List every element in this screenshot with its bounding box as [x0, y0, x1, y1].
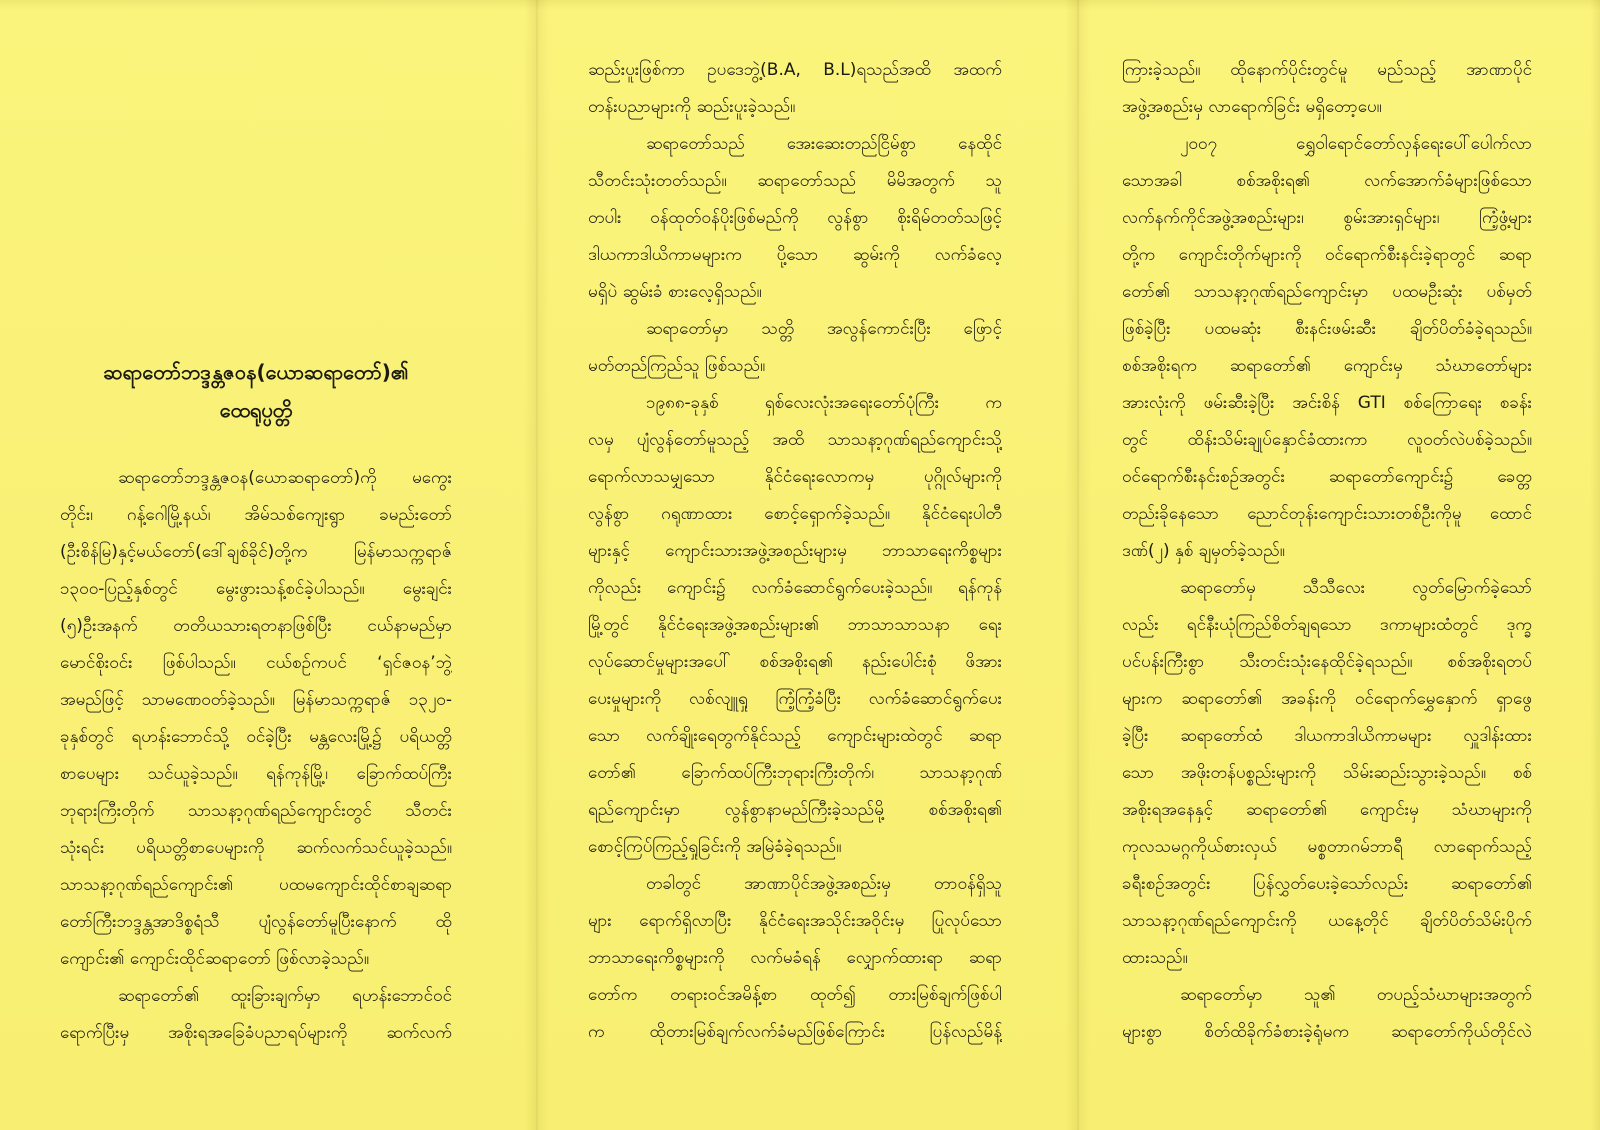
fold-crease-left [524, 0, 550, 1130]
text-line: တပါး ဝန်ထုတ်ဝန်ပိုးဖြစ်မည်ကို လွန်စွာ စိုးရိမ်တတ်သဖြင့် [588, 208, 1002, 228]
text-line: မရှိပဲ ဆွမ်းခံ စားလေ့ရှိသည်။ [588, 282, 762, 302]
text-line: ဖြစ်ခဲ့ပြီး ပထမဆုံး စီးနင်းဖမ်းဆီး ချိတ်ပိတ်ခံခဲ့ရသည်။ [1122, 319, 1532, 339]
text-line: ဒဏ်(၂) နှစ် ချမှတ်ခဲ့သည်။ [1122, 541, 1285, 561]
title-line: ထေရုပ္ပတ္တိ [219, 398, 293, 422]
text-line: ဒါယကာဒါယိကာမများက ပို့သော ဆွမ်းကို လက်ခံလေ့ [588, 245, 1002, 265]
text-line: များစွာ စိတ်ထိခိုက်ခံစားခဲ့ရုံမက ဆရာတော်ကိုယ်တိုင်လဲ [1122, 1022, 1532, 1042]
text-line: (၅)ဦးအနက် တတိယသားရတနာဖြစ်ပြီး ငယ်နာမည်မှာ [60, 616, 452, 636]
text-line: ကုလသမဂ္ဂကိုယ်စားလှယ် မစ္စတာဂမ်ဘာရီ လာရောက်သည့် [1122, 837, 1532, 857]
text-line: ခရီးစဉ်အတွင်း ပြန်လွှတ်ပေးခဲ့သော်လည်း ဆရာတော်၏ [1122, 874, 1532, 894]
text-line: သုံးရင်း ပရိယတ္တိစာပေများကို ဆက်လက်သင်ယူခဲ့သည်။ [60, 838, 452, 858]
right-panel-text [1122, 52, 1532, 1051]
text-line: သော အဖိုးတန်ပစ္စည်းများကို သိမ်းဆည်းသွားခဲ့သည်။ စစ် [1122, 763, 1532, 783]
document-title [60, 353, 452, 429]
text-line: သီတင်းသုံးတတ်သည်။ ဆရာတော်သည် မိမိအတွက် သူ [588, 171, 1002, 191]
text-line: တို့က ကျောင်းတိုက်များကို ဝင်ရောက်စီးနင်းခဲ့ရာတွင် ဆရာ [1122, 245, 1532, 265]
text-line: ကြားခဲ့သည်။ ထိုနောက်ပိုင်းတွင်မူ မည်သည့် အာဏာပိုင် [1122, 60, 1532, 80]
text-line: သောအခါ စစ်အစိုးရ၏ လက်အောက်ခံများဖြစ်သော [1122, 171, 1532, 191]
text-line: မောင်စိုးဝင်း ဖြစ်ပါသည်။ ငယ်စဉ်ကပင် ‘ရှင်ဇဝန’ဘွဲ့ [60, 653, 452, 673]
text-line: ရည်ကျောင်းမှာ လွန်စွာနာမည်ကြီးခဲ့သည်မို့ စစ်အစိုးရ၏ [588, 800, 1002, 820]
text-line: များက ဆရာတော်၏ အခန်းကို ဝင်ရောက်မွှေနှောက် ရှာဖွေ [1122, 689, 1532, 709]
paper-right-edge [1590, 0, 1600, 1130]
text-line: များ ရောက်ရှိလာပြီး နိုင်ငံရေးအသိုင်းအဝိုင်းမှ ပြုလုပ်သော [588, 911, 1002, 931]
text-line: ဘာသာရေးကိစ္စများကို လက်မခံရန် လျှောက်ထားရာ ဆရာ [588, 948, 1002, 968]
text-line: လမှ ပျံလွန်တော်မူသည့် အထိ သာသနာ့ဂုဏ်ရည်ကျောင်းသို့ [588, 430, 1002, 450]
text-line: ခဲ့ပြီး ဆရာတော်ထံ ဒါယကာဒါယိကာမများ လှူဒါန်းထား [1122, 726, 1532, 746]
text-line: ထားသည်။ [1122, 948, 1188, 968]
text-line: လွန်စွာ ဂရုဏာထား စောင့်ရှောက်ခဲ့သည်။ နိုင်ငံရေးပါတီ [588, 504, 1002, 524]
text-line: တန်းပညာများကို ဆည်းပူးခဲ့သည်။ [588, 97, 796, 117]
text-line: တော်ကြီးဘဒ္ဒန္တအာဒိစ္စရံသီ ပျံလွန်တော်မူပြီးနောက် ထို [60, 912, 452, 932]
text-line: ဆည်းပူးဖြစ်ကာ ဥပဒေဘွဲ့(B.A, B.L)ရသည်အထိ အထက် [588, 60, 1002, 80]
text-line: စစ်အစိုးရက ဆရာတော်၏ ကျောင်းမှ သံဃာတော်များ [1122, 356, 1532, 376]
text-line: တော်၏ ခြောက်ထပ်ကြီးဘုရားကြီးတိုက်၊ သာသနာ့ဂုဏ် [588, 763, 1002, 783]
text-line: အားလုံးကို ဖမ်းဆီးခဲ့ပြီး အင်းစိန် GTI စစ်ကြောရေး စခန်း [1122, 393, 1532, 413]
text-line: လုပ်ဆောင်မှုများအပေါ် စစ်အစိုးရ၏ နည်းပေါင်းစုံ ဖိအား [588, 652, 1002, 672]
text-line: တိုင်း၊ ဂန့်ဂေါမြို့နယ်၊ အိမ်သစ်ကျေးရွာ ခမည်းတော် [60, 505, 452, 525]
text-line: (ဦးစိန်မြ)နှင့်မယ်တော်(ဒေါ်ချစ်ခိုင်)တို့က မြန်မာသက္ကရာဇ် [60, 542, 452, 562]
left-panel-text [60, 460, 452, 1052]
text-line: စောင့်ကြပ်ကြည့်ရှုခြင်းကို အမြဲခံခဲ့ရသည်။ [588, 837, 842, 857]
text-line: ဝင်ရောက်စီးနင်းစဉ်အတွင်း ဆရာတော်ကျောင်း၌ ခေတ္တ [1122, 467, 1532, 487]
text-line: သော လက်ချိုးရေတွက်နိုင်သည့် ကျောင်းများထဲတွင် ဆရာ [588, 726, 1002, 746]
text-line: မတ်တည်ကြည်သူ ဖြစ်သည်။ [588, 356, 766, 376]
text-line: ဆရာတော်မှ သီသီလေး လွတ်မြောက်ခဲ့သော် [1180, 578, 1532, 598]
text-line: ၁၃၀၀-ပြည့်နှစ်တွင် မွေးဖွားသန့်စင်ခဲ့ပါသည်။ မွေးချင်း [60, 579, 452, 599]
text-line: လက်နက်ကိုင်အဖွဲ့အစည်းများ၊ စွမ်းအားရှင်များ၊ ကြံ့ဖွံ့များ [1122, 208, 1532, 228]
text-line: ရောက်ပြီးမှ အစိုးရအခြေခံပညာရပ်များကို ဆက်လက် [60, 1023, 452, 1043]
text-line: အစိုးရအနေနှင့် ဆရာတော်၏ ကျောင်းမှ သံဃာများကို [1122, 800, 1532, 820]
text-line: ရောက်လာသမျှသော နိုင်ငံရေးလောကမှ ပုဂ္ဂိုလ်များကို [588, 467, 1002, 487]
text-line: ပေးမှုများကို လစ်လျူရှု ကြံ့ကြံ့ခံပြီး လက်ခံဆောင်ရွက်ပေး [588, 689, 1002, 709]
text-line: လည်း ရင်နီးယုံကြည်စိတ်ချရသော ဒကာများထံတွင် ဒုက္ခ [1122, 615, 1532, 635]
fold-crease-right [1065, 0, 1091, 1130]
text-line: တော်၏ သာသနာ့ဂုဏ်ရည်ကျောင်းမှာ ပထမဦးဆုံး ပစ်မှတ် [1122, 282, 1532, 302]
text-line: သာသနာ့ဂုဏ်ရည်ကျောင်းကို ယနေ့တိုင် ချိတ်ပိတ်သိမ်းပိုက် [1122, 911, 1532, 931]
text-line: အမည်ဖြင့် သာမဏေဝတ်ခဲ့သည်။ မြန်မာသက္ကရာဇ် ၁၃၂၀- [60, 690, 452, 710]
text-line: များနှင့် ကျောင်းသားအဖွဲ့အစည်းများမှ ဘာသာရေးကိစ္စများ [588, 541, 1002, 561]
text-line: ၂၀၀၇ ရွှေဝါရောင်တော်လှန်ရေးပေါ်ပေါက်လာ [1180, 134, 1532, 154]
title-line: ဆရာတော်ဘဒ္ဒန္တဇဝန(ယောဆရာတော်)၏ [103, 360, 409, 384]
text-line: တွင် ထိန်းသိမ်းချုပ်နှောင်ခံထားကာ လူဝတ်လဲပစ်ခဲ့သည်။ [1122, 430, 1532, 450]
text-line: က ထိုတားမြစ်ချက်လက်ခံမည်ဖြစ်ကြောင်း ပြန်လည်မိန့် [588, 1022, 1002, 1042]
text-line: ဆရာတော်မှာ သတ္တိ အလွန်ကောင်းပြီး ဖြောင့် [646, 319, 1002, 339]
text-line: တော်က တရားဝင်အမိန့်စာ ထုတ်၍ တားမြစ်ချက်ဖြစ်ပါ [588, 985, 1002, 1005]
text-line: ကျောင်း၏ ကျောင်းထိုင်ဆရာတော် ဖြစ်လာခဲ့သည်။ [60, 949, 369, 969]
paper-top-edge [0, 0, 1600, 10]
text-line: သာသနာ့ဂုဏ်ရည်ကျောင်း၏ ပထမကျောင်းထိုင်စာချဆရာ [60, 875, 452, 895]
text-line: ကိုလည်း ကျောင်း၌ လက်ခံဆောင်ရွက်ပေးခဲ့သည်။ ရန်ကုန် [588, 578, 1002, 598]
text-line: တည်းခိုနေသော ညောင်တုန်းကျောင်းသားတစ်ဦးကိုမူ ထောင် [1122, 504, 1532, 524]
text-line: ဆရာတော်မှာ သူ၏ တပည့်သံဃာများအတွက် [1180, 985, 1532, 1005]
text-line: စာပေများ သင်ယူခဲ့သည်။ ရန်ကုန်မြို့၊ ခြောက်ထပ်ကြီး [60, 764, 452, 784]
text-line: ဆရာတော်၏ ထူးခြားချက်မှာ ရဟန်းဘောင်ဝင် [118, 986, 452, 1006]
middle-panel-text [588, 52, 1002, 1051]
text-line: ဘုရားကြီးတိုက် သာသနာ့ဂုဏ်ရည်ကျောင်းတွင် သီတင်း [60, 801, 452, 821]
text-line: ခုနှစ်တွင် ရဟန်းဘောင်သို့ ဝင်ခဲ့ပြီး မန္တလေးမြို့၌ ပရိယတ္တိ [60, 727, 452, 747]
text-line: ၁၉၈၈-ခုနှစ် ရှစ်လေးလုံးအရေးတော်ပုံကြီး က [646, 393, 1002, 413]
text-line: ပင်ပန်းကြီးစွာ သီးတင်းသုံးနေထိုင်ခဲ့ရသည်။ စစ်အစိုးရတပ် [1122, 652, 1532, 672]
text-line: အဖွဲ့အစည်းမှ လာရောက်ခြင်း မရှိတော့ပေ။ [1122, 97, 1382, 117]
text-line: တခါတွင် အာဏာပိုင်အဖွဲ့အစည်းမှ တာဝန်ရှိသူ [646, 874, 1002, 894]
text-line: ဆရာတော်သည် အေးဆေးတည်ငြိမ်စွာ နေထိုင် [646, 134, 1002, 154]
text-line: ဆရာတော်ဘဒ္ဒန္တဇဝန(ယောဆရာတော်)ကို မကွေး [118, 468, 452, 488]
text-line: မြို့တွင် နိုင်ငံရေးအဖွဲ့အစည်းများ၏ ဘာသာသာသနာ ရေး [588, 615, 1002, 635]
